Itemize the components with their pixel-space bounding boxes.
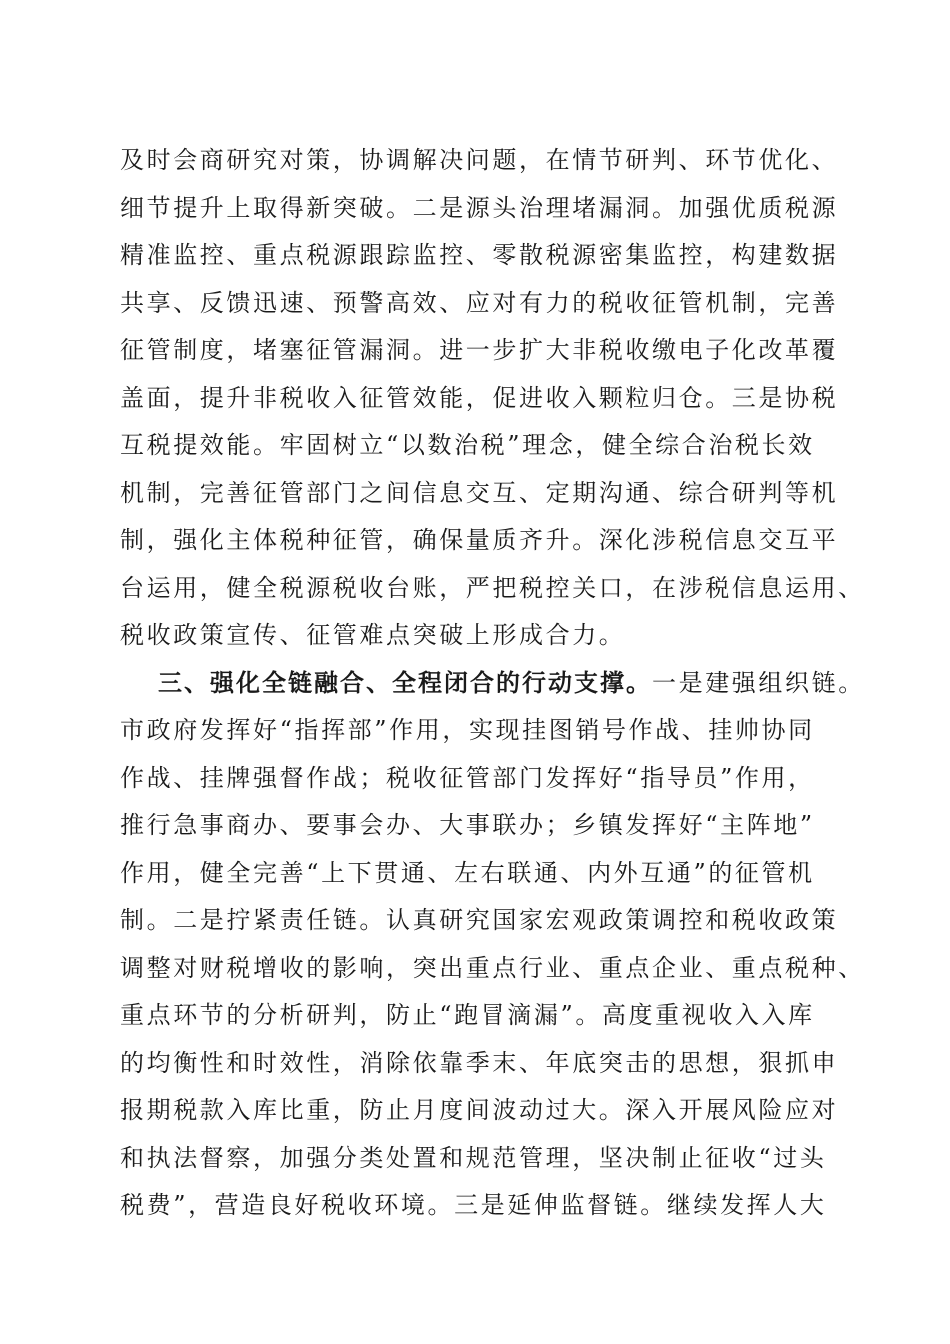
paragraph1-line-6: 盖面，提升非税收入征管效能，促进收入颗粒归仓。三是协税	[120, 384, 839, 412]
paragraph2-line-10: 和执法督察，加强分类处置和规范管理，坚决制止征收“过头	[120, 1144, 827, 1172]
paragraph1-line-1: 及时会商研究对策，协调解决问题，在情节研判、环节优化、	[120, 146, 839, 174]
paragraph1-line-10: 台运用，健全税源税收台账，严把税控关口，在涉税信息运用、	[120, 574, 865, 602]
paragraph1-line-9: 制，强化主体税种征管，确保量质齐升。深化涉税信息交互平	[120, 526, 839, 554]
paragraph2-first-line-text: 一是建强组织链。	[652, 669, 865, 697]
paragraph1-line-4: 共享、反馈迅速、预警高效、应对有力的税收征管机制，完善	[120, 289, 839, 317]
paragraph1-line-7: 互税提效能。牢固树立“以数治税”理念，健全综合治税长效	[120, 431, 815, 459]
paragraph2-line-11: 税费”，营造良好税收环境。三是延伸监督链。继续发挥人大	[120, 1191, 827, 1219]
paragraph2-line-8: 的均衡性和时效性，消除依靠季末、年底突击的思想，狠抓申	[120, 1049, 839, 1077]
paragraph2-line-9: 报期税款入库比重，防止月度间波动过大。深入开展风险应对	[120, 1096, 839, 1124]
paragraph1-line-3: 精准监控、重点税源跟踪监控、零散税源密集监控，构建数据	[120, 241, 839, 269]
paragraph2-line-2: 作战、挂牌强督作战；税收征管部门发挥好“指导员”作用，	[120, 764, 815, 792]
paragraph2-line-3: 推行急事商办、要事会办、大事联办；乡镇发挥好“主阵地”	[120, 811, 815, 839]
paragraph1-line-8: 机制，完善征管部门之间信息交互、定期沟通、综合研判等机	[120, 479, 839, 507]
paragraph2-line-7: 重点环节的分析研判，防止“跑冒滴漏”。高度重视收入入库	[120, 1001, 815, 1029]
paragraph1-line-2: 细节提升上取得新突破。二是源头治理堵漏洞。加强优质税源	[120, 194, 839, 222]
paragraph1-line-11: 税收政策宣传、征管难点突破上形成合力。	[120, 621, 626, 649]
paragraph2-first-line	[158, 665, 865, 701]
paragraph2-line-4: 作用，健全完善“上下贯通、左右联通、内外互通”的征管机	[120, 859, 815, 887]
paragraph2-line-6: 调整对财税增收的影响，突出重点行业、重点企业、重点税种、	[120, 954, 865, 982]
paragraph1-line-5: 征管制度，堵塞征管漏洞。进一步扩大非税收缴电子化改革覆	[120, 336, 839, 364]
paragraph2-line-5: 制。二是拧紧责任链。认真研究国家宏观政策调控和税收政策	[120, 906, 839, 934]
section-heading: 三、强化全链融合、全程闭合的行动支撑。	[158, 669, 652, 697]
paragraph2-line-1: 市政府发挥好“指挥部”作用，实现挂图销号作战、挂帅协同	[120, 716, 815, 744]
